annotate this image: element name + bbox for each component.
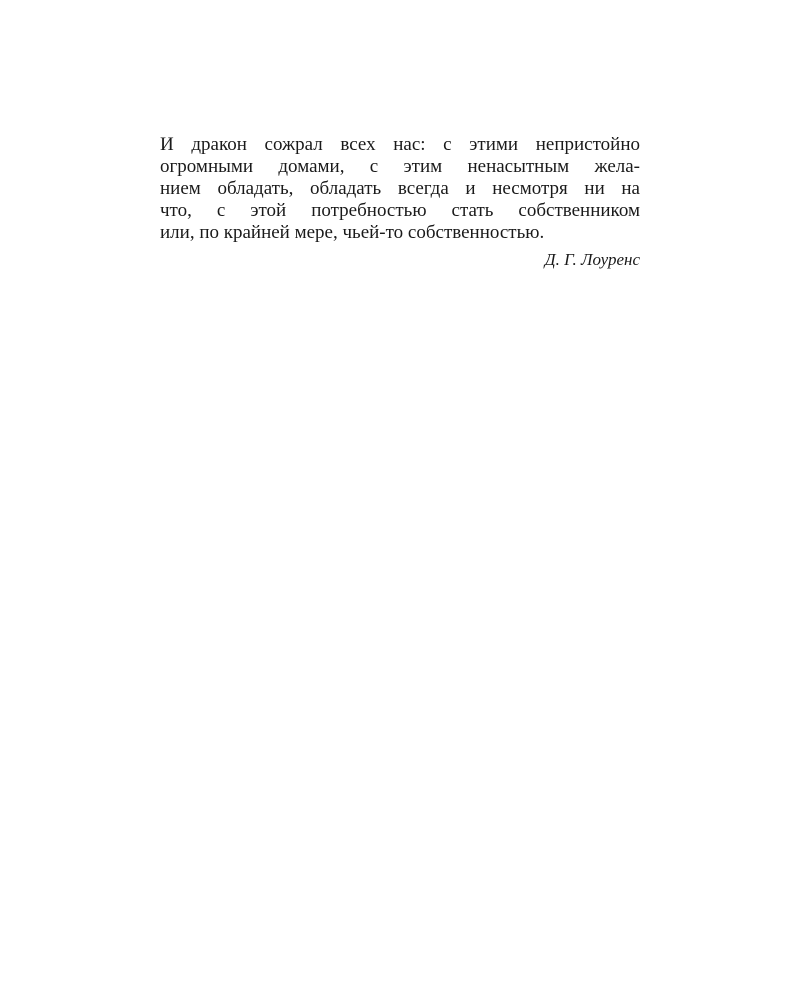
epigraph-line: что, с этой потребностью стать собственником (160, 200, 640, 221)
epigraph-line: или, по крайней мере, чьей-то собственностью. (160, 222, 545, 243)
epigraph-line: И дракон сожрал всех нас: с этими непристойно (160, 134, 640, 155)
epigraph-line: нием обладать, обладать всегда и несмотря ни на (160, 178, 640, 199)
epigraph-attribution: Д. Г. Лоуренс (544, 250, 640, 269)
epigraph-line: огромными домами, с этим ненасытным жела- (160, 156, 640, 177)
epigraph (160, 134, 640, 270)
